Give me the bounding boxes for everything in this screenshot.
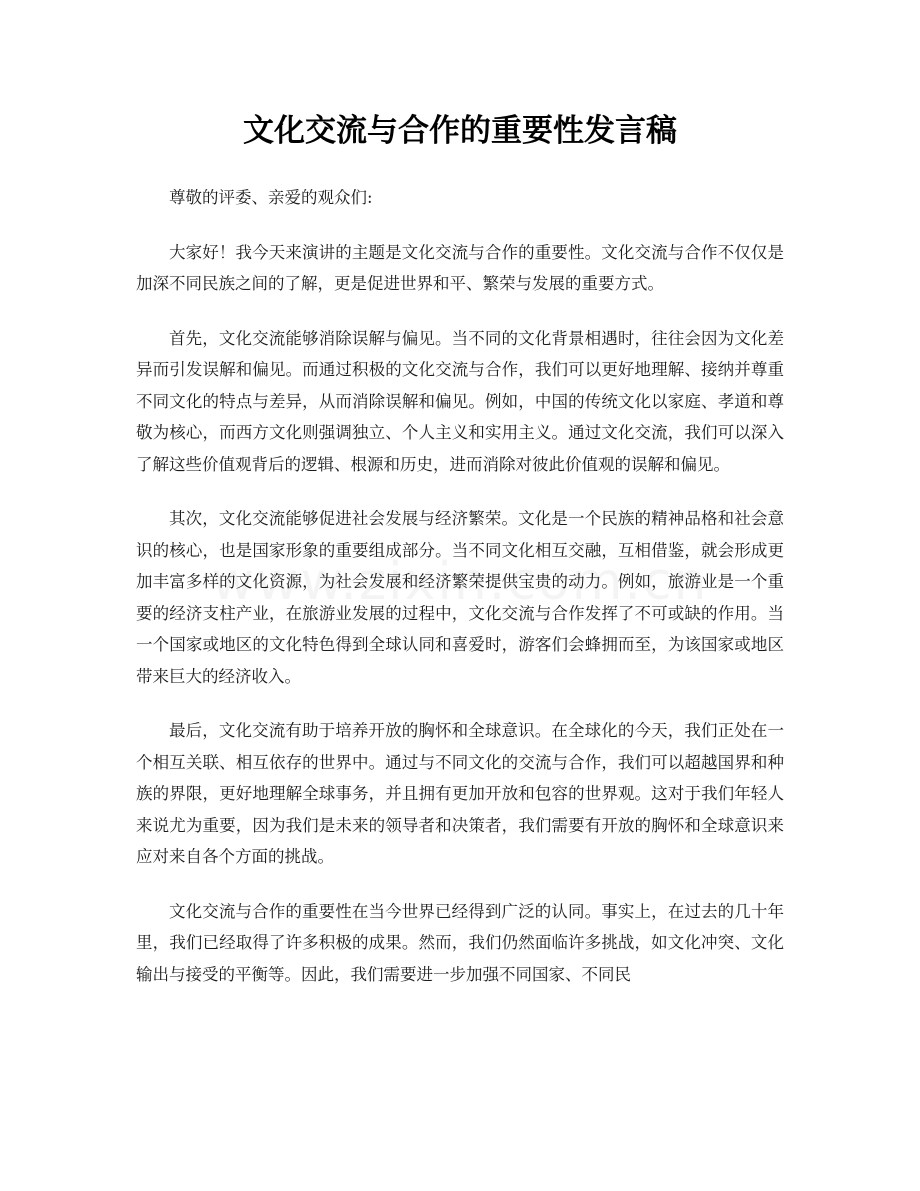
intro-paragraph: 大家好！我今天来演讲的主题是文化交流与合作的重要性。文化交流与合作不仅仅是加深不同民族之间的了解，更是促进世界和平、繁荣与发展的重要方式。 — [136, 242, 784, 293]
body-paragraph-third: 最后，文化交流有助于培养开放的胸怀和全球意识。在全球化的今天，我们正处在一个相互关联、相互依存的世界中。通过与不同文化的交流与合作，我们可以超越国界和种族的界限，更好地理解全球事务，并且拥有更加开放和包容的世界观。这对于我们年轻人来说尤为重要，因为我们是未来的领导者和决策者，我们需要有开放的胸怀和全球意识来应对来自各个方面的挑战。 — [136, 721, 784, 866]
salutation-paragraph: 尊敬的评委、亲爱的观众们: — [169, 188, 373, 207]
document-body — [136, 182, 784, 1013]
document-title: 文化交流与合作的重要性发言稿 — [243, 113, 677, 149]
body-paragraph-fourth: 文化交流与合作的重要性在当今世界已经得到广泛的认同。事实上，在过去的几十年里，我们已经取得了许多积极的成果。然而，我们仍然面临许多挑战，如文化冲突、文化输出与接受的平衡等。因此，我们需要进一步加强不同国家、不同民 — [136, 901, 784, 984]
body-paragraph-first: 首先，文化交流能够消除误解与偏见。当不同的文化背景相遇时，往往会因为文化差异而引发误解和偏见。而通过积极的文化交流与合作，我们可以更好地理解、接纳并尊重不同文化的特点与差异，从而消除误解和偏见。例如，中国的传统文化以家庭、孝道和尊敬为核心，而西方文化则强调独立、个人主义和实用主义。通过文化交流，我们可以深入了解这些价值观背后的逻辑、根源和历史，进而消除对彼此价值观的误解和偏见。 — [136, 328, 784, 474]
body-paragraph-second: 其次，文化交流能够促进社会发展与经济繁荣。文化是一个民族的精神品格和社会意识的核心，也是国家形象的重要组成部分。当不同文化相互交融，互相借鉴，就会形成更加丰富多样的文化资源，为社会发展和经济繁荣提供宝贵的动力。例如，旅游业是一个重要的经济支柱产业，在旅游业发展的过程中，文化交流与合作发挥了不可或缺的作用。当一个国家或地区的文化特色得到全球认同和喜爱时，游客们会蜂拥而至，为该国家或地区带来巨大的经济收入。 — [136, 509, 784, 686]
